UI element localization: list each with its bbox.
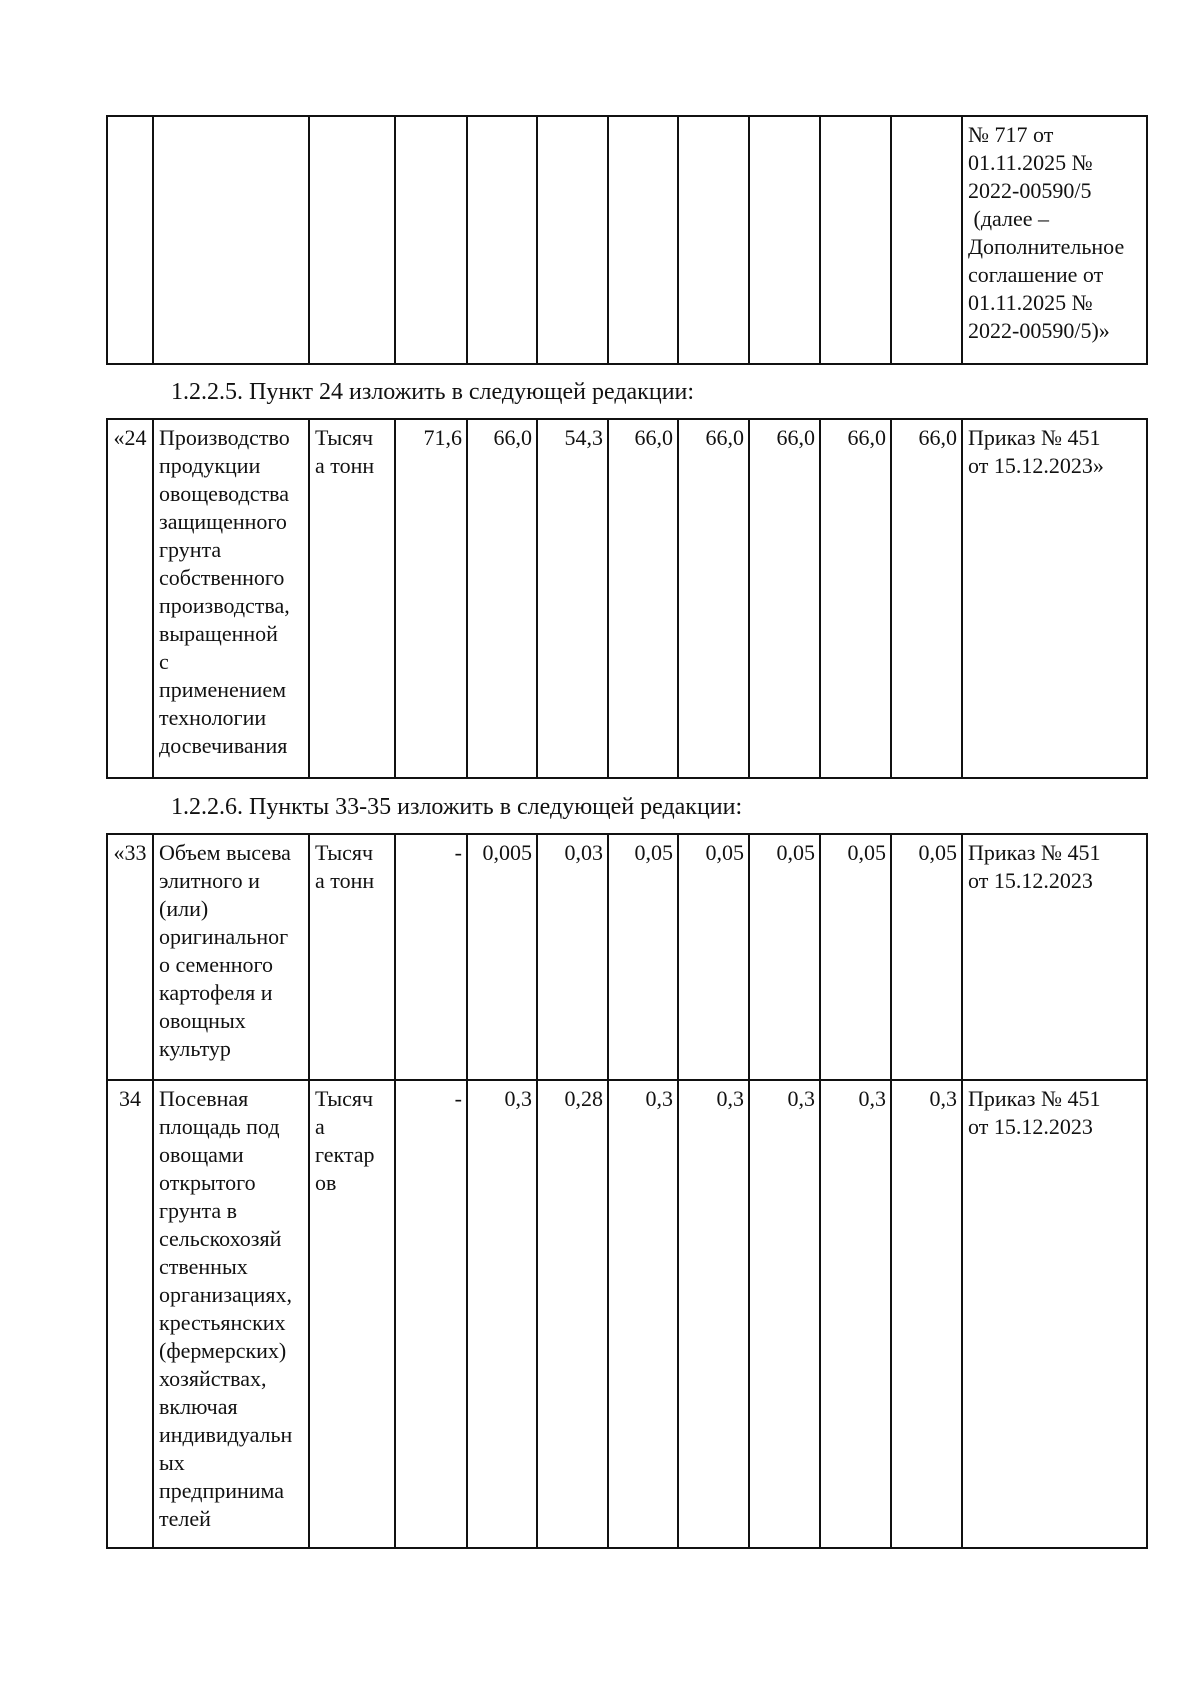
cell-value: 0,3 xyxy=(820,1080,891,1548)
cell-value xyxy=(608,116,678,364)
cell-value xyxy=(749,116,820,364)
cell-value: 0,05 xyxy=(749,834,820,1080)
cell-source-note: Приказ № 451 от 15.12.2023» xyxy=(962,419,1147,778)
cell-value: 66,0 xyxy=(749,419,820,778)
table-items-33-35 xyxy=(106,833,1148,1549)
cell-value: 0,03 xyxy=(537,834,608,1080)
cell-num xyxy=(107,116,153,364)
cell-value xyxy=(820,116,891,364)
cell-value: 0,3 xyxy=(749,1080,820,1548)
cell-num: «33 xyxy=(107,834,153,1080)
table-previous-item xyxy=(106,115,1148,365)
cell-value: 0,3 xyxy=(467,1080,537,1548)
cell-value: 0,3 xyxy=(608,1080,678,1548)
cell-value: 0,05 xyxy=(678,834,749,1080)
cell-value: 66,0 xyxy=(678,419,749,778)
cell-num: «24 xyxy=(107,419,153,778)
cell-value: 66,0 xyxy=(608,419,678,778)
cell-value xyxy=(467,116,537,364)
table-row xyxy=(107,1080,1147,1548)
paragraph-1-2-2-5: 1.2.2.5. Пункт 24 изложить в следующей редакции: xyxy=(171,379,695,405)
cell-value xyxy=(891,116,962,364)
cell-value xyxy=(678,116,749,364)
cell-value: 54,3 xyxy=(537,419,608,778)
cell-num: 34 xyxy=(107,1080,153,1548)
table-item-24 xyxy=(106,418,1148,779)
cell-unit: Тысяч а тонн xyxy=(309,419,395,778)
cell-value xyxy=(395,116,467,364)
cell-value: 0,3 xyxy=(678,1080,749,1548)
cell-value: - xyxy=(395,834,467,1080)
cell-source-note: Приказ № 451 от 15.12.2023 xyxy=(962,834,1147,1080)
cell-name: Производство продукции овощеводства защищенного грунта собственного производства, выращенной с применением технологии досвечивания xyxy=(153,419,309,778)
cell-name xyxy=(153,116,309,364)
cell-unit xyxy=(309,116,395,364)
cell-value: 71,6 xyxy=(395,419,467,778)
cell-value: 66,0 xyxy=(820,419,891,778)
table-row xyxy=(107,419,1147,778)
cell-value: 0,3 xyxy=(891,1080,962,1548)
cell-name: Посевная площадь под овощами открытого грунта в сельскохозяй ственных организациях, крестьянских (фермерских) хозяйствах, включая индивидуальн ых предпринима телей xyxy=(153,1080,309,1548)
cell-value: 0,05 xyxy=(891,834,962,1080)
cell-unit: Тысяч а тонн xyxy=(309,834,395,1080)
cell-value xyxy=(537,116,608,364)
cell-value: 0,05 xyxy=(608,834,678,1080)
cell-name: Объем высева элитного и (или) оригинальног о семенного картофеля и овощных культур xyxy=(153,834,309,1080)
table-row xyxy=(107,834,1147,1080)
cell-value: - xyxy=(395,1080,467,1548)
cell-value: 66,0 xyxy=(891,419,962,778)
cell-value: 0,28 xyxy=(537,1080,608,1548)
cell-source-note: Приказ № 451 от 15.12.2023 xyxy=(962,1080,1147,1548)
table-row xyxy=(107,116,1147,364)
paragraph-1-2-2-6: 1.2.2.6. Пункты 33-35 изложить в следующей редакции: xyxy=(171,794,743,820)
cell-source-note: № 717 от 01.11.2025 № 2022-00590/5 (далее – Дополнительное соглашение от 01.11.2025 № 2022-00590/5)» xyxy=(962,116,1147,364)
cell-unit: Тысяч а гектар ов xyxy=(309,1080,395,1548)
cell-value: 0,005 xyxy=(467,834,537,1080)
cell-value: 66,0 xyxy=(467,419,537,778)
cell-value: 0,05 xyxy=(820,834,891,1080)
